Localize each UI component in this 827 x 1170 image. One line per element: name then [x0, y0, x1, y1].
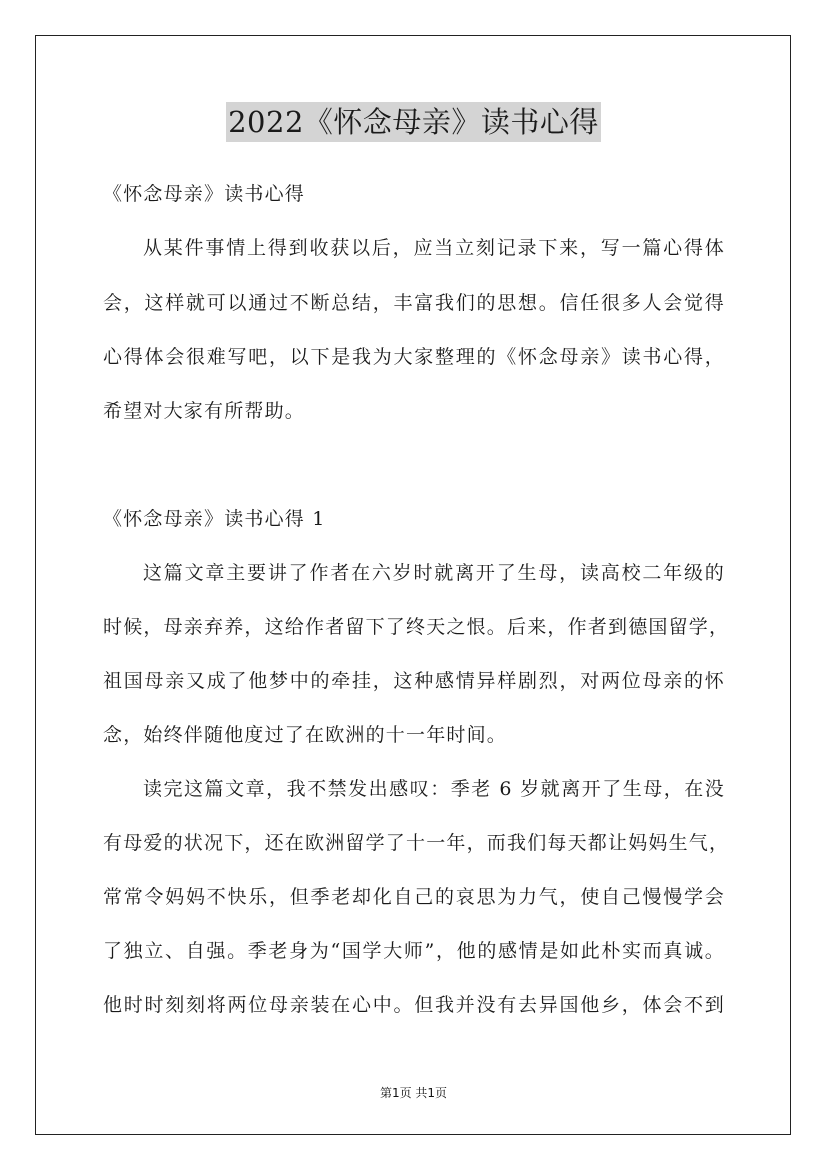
paragraph-line: 希望对大家有所帮助。: [103, 400, 306, 422]
section-heading: 《怀念母亲》读书心得 1: [103, 508, 326, 530]
title-container: [0, 102, 827, 142]
paragraph-line: 了独立、自强。季老身为“国学大师”，他的感情是如此朴实而真诚。: [103, 940, 725, 962]
subheading: 《怀念母亲》读书心得: [103, 183, 306, 205]
paragraph-line: 读完这篇文章，我不禁发出感叹：季老 6 岁就离开了生母，在没: [143, 778, 725, 800]
paragraph-line: 时候，母亲弃养，这给作者留下了终天之恨。后来，作者到德国留学，: [103, 616, 730, 638]
paragraph-line: 祖国母亲又成了他梦中的牵挂，这种感情异样剧烈，对两位母亲的怀: [103, 670, 725, 692]
paragraph-line: 会，这样就可以通过不断总结，丰富我们的思想。信任很多人会觉得: [103, 292, 725, 314]
page-number-footer: 第1页 共1页: [379, 1086, 448, 1100]
paragraph-line: 他时时刻刻将两位母亲装在心中。但我并没有去异国他乡，体会不到: [103, 994, 725, 1016]
paragraph-line: 心得体会很难写吧，以下是我为大家整理的《怀念母亲》读书心得，: [103, 346, 725, 368]
document-title: 2022《怀念母亲》读书心得: [226, 102, 601, 142]
paragraph-line: 从某件事情上得到收获以后，应当立刻记录下来，写一篇心得体: [143, 237, 725, 259]
paragraph-line: 这篇文章主要讲了作者在六岁时就离开了生母，读高校二年级的: [143, 562, 725, 584]
paragraph-line: 常常令妈妈不快乐，但季老却化自己的哀思为力气，使自己慢慢学会: [103, 886, 725, 908]
paragraph-line: 有母爱的状况下，还在欧洲留学了十一年，而我们每天都让妈妈生气，: [103, 832, 730, 854]
paragraph-line: 念，始终伴随他度过了在欧洲的十一年时间。: [103, 724, 508, 746]
